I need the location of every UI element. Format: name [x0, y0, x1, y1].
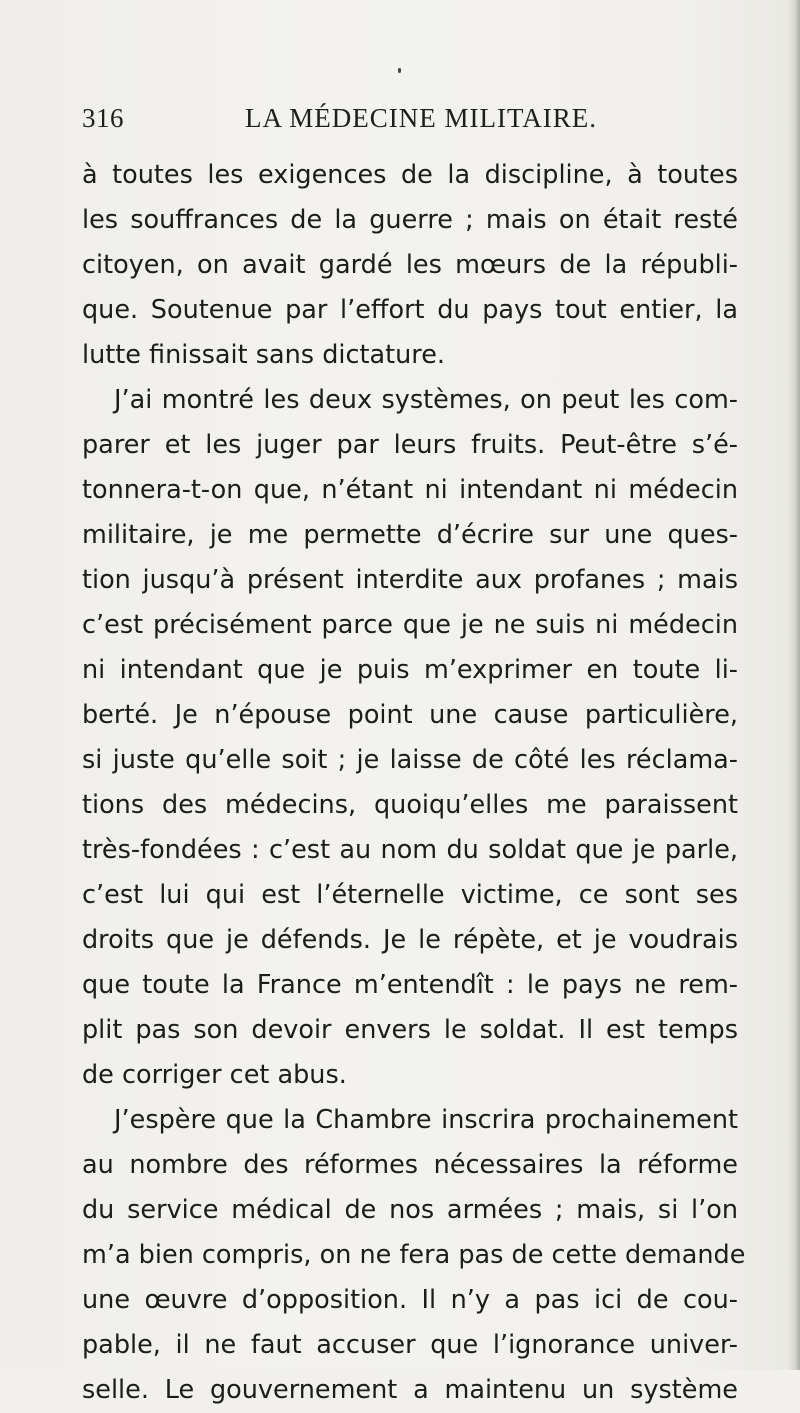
text-line: tion jusqu’à présent interdite aux profanes ; mais [82, 565, 738, 595]
ink-speck [398, 68, 401, 73]
text-line: que. Soutenue par l’effort du pays tout entier, la [82, 295, 738, 325]
text-line: au nombre des réformes nécessaires la réforme [82, 1150, 738, 1180]
text-line: si juste qu’elle soit ; je laisse de côté les réclama- [82, 745, 738, 775]
text-line: plit pas son devoir envers le soldat. Il est temps [82, 1015, 738, 1045]
text-line: pable, il ne faut accuser que l’ignorance univer- [82, 1330, 738, 1360]
text-line: selle. Le gouvernement a maintenu un système [82, 1375, 738, 1405]
text-line: parer et les juger par leurs fruits. Peut-être s’é- [82, 430, 738, 460]
text-line: que toute la France m’entendît : le pays ne rem- [82, 970, 738, 1000]
paragraph-start-line: J’ai montré les deux systèmes, on peut les com- [114, 385, 738, 415]
text-line: militaire, je me permette d’écrire sur une ques- [82, 520, 738, 550]
text-line: les souffrances de la guerre ; mais on était resté [82, 205, 738, 235]
text-line: une œuvre d’opposition. Il n’y a pas ici de cou- [82, 1285, 738, 1315]
running-header [82, 103, 722, 143]
text-line: berté. Je n’épouse point une cause particulière, [82, 700, 738, 730]
paragraph-start-line: J’espère que la Chambre inscrira prochainement [114, 1105, 738, 1135]
text-line: de corriger cet abus. [82, 1060, 347, 1090]
text-line: lutte finissait sans dictature. [82, 340, 445, 370]
page-edge-shadow [788, 0, 800, 1370]
text-line: tonnera-t-on que, n’étant ni intendant ni médecin [82, 475, 738, 505]
text-line: très-fondées : c’est au nom du soldat que je parle, [82, 835, 738, 865]
text-line: citoyen, on avait gardé les mœurs de la républi- [82, 250, 738, 280]
text-line: c’est précisément parce que je ne suis ni médecin [82, 610, 738, 640]
text-line: droits que je défends. Je le répète, et je voudrais [82, 925, 738, 955]
text-line: tions des médecins, quoiqu’elles me paraissent [82, 790, 738, 820]
text-line: à toutes les exigences de la discipline, à toutes [82, 160, 738, 190]
text-line: m’a bien compris, on ne fera pas de cette demande [82, 1240, 746, 1270]
text-line: c’est lui qui est l’éternelle victime, ce sont ses [82, 880, 738, 910]
text-line: ni intendant que je puis m’exprimer en toute li- [82, 655, 738, 685]
body-text [82, 153, 746, 1413]
text-line: du service médical de nos armées ; mais, si l’on [82, 1195, 738, 1225]
running-title: LA MÉDECINE MILITAIRE. [245, 103, 598, 133]
page-number: 316 [82, 103, 124, 133]
